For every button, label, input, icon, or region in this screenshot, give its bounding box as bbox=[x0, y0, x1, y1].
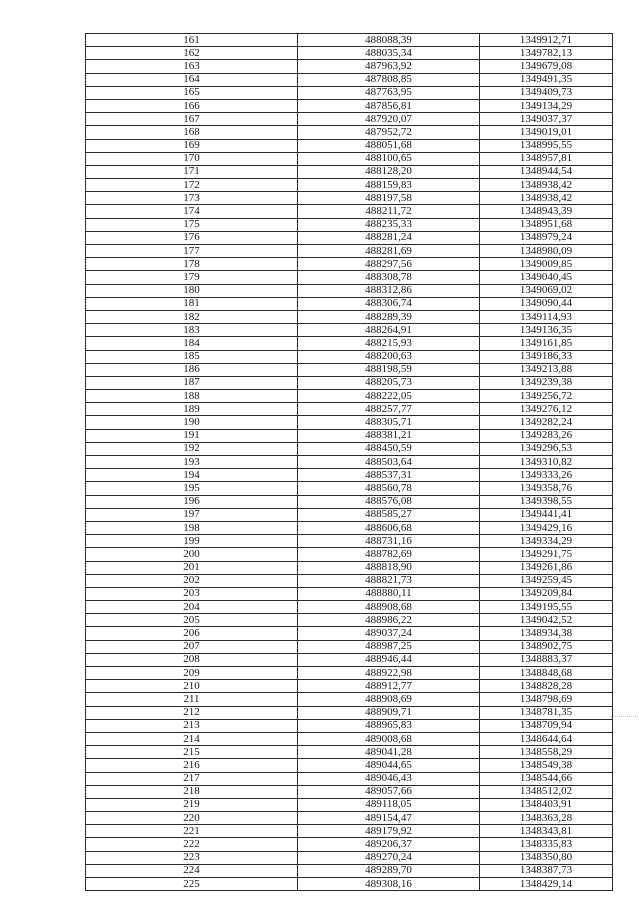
x-coordinate-cell: 488560,78 bbox=[298, 482, 480, 495]
table-row bbox=[86, 245, 613, 258]
table-row bbox=[86, 851, 613, 864]
x-coordinate-cell: 488264,91 bbox=[298, 324, 480, 337]
y-coordinate-cell: 1349186,33 bbox=[480, 350, 613, 363]
x-coordinate-cell: 488197,58 bbox=[298, 192, 480, 205]
y-coordinate-cell: 1349019,01 bbox=[480, 126, 613, 139]
point-number-cell: 167 bbox=[86, 113, 298, 126]
point-number-cell: 161 bbox=[86, 34, 298, 47]
table-row bbox=[86, 653, 613, 666]
y-coordinate-cell: 1348512,02 bbox=[480, 785, 613, 798]
table-row bbox=[86, 838, 613, 851]
y-coordinate-cell: 1349195,55 bbox=[480, 601, 613, 614]
y-coordinate-cell: 1349310,82 bbox=[480, 456, 613, 469]
table-row bbox=[86, 310, 613, 323]
point-number-cell: 165 bbox=[86, 86, 298, 99]
table-row bbox=[86, 521, 613, 534]
x-coordinate-cell: 488100,65 bbox=[298, 152, 480, 165]
table-row bbox=[86, 179, 613, 192]
x-coordinate-cell: 488606,68 bbox=[298, 521, 480, 534]
point-number-cell: 206 bbox=[86, 627, 298, 640]
x-coordinate-cell: 488731,16 bbox=[298, 535, 480, 548]
table-row bbox=[86, 574, 613, 587]
table-row bbox=[86, 719, 613, 732]
y-coordinate-cell: 1349333,26 bbox=[480, 469, 613, 482]
table-row bbox=[86, 350, 613, 363]
table-row bbox=[86, 271, 613, 284]
y-coordinate-cell: 1349429,16 bbox=[480, 521, 613, 534]
y-coordinate-cell: 1349040,45 bbox=[480, 271, 613, 284]
x-coordinate-cell: 488305,71 bbox=[298, 416, 480, 429]
table-row bbox=[86, 601, 613, 614]
x-coordinate-cell: 489308,16 bbox=[298, 878, 480, 891]
point-number-cell: 179 bbox=[86, 271, 298, 284]
x-coordinate-cell: 489206,37 bbox=[298, 838, 480, 851]
table-row bbox=[86, 798, 613, 811]
table-row bbox=[86, 680, 613, 693]
x-coordinate-cell: 488585,27 bbox=[298, 508, 480, 521]
y-coordinate-cell: 1349491,35 bbox=[480, 73, 613, 86]
point-number-cell: 168 bbox=[86, 126, 298, 139]
table-row bbox=[86, 363, 613, 376]
table-row bbox=[86, 258, 613, 271]
point-number-cell: 174 bbox=[86, 205, 298, 218]
point-number-cell: 203 bbox=[86, 587, 298, 600]
table-row bbox=[86, 785, 613, 798]
table-row bbox=[86, 548, 613, 561]
point-number-cell: 175 bbox=[86, 218, 298, 231]
point-number-cell: 180 bbox=[86, 284, 298, 297]
x-coordinate-cell: 488965,83 bbox=[298, 719, 480, 732]
scan-artifact-line bbox=[610, 716, 638, 718]
y-coordinate-cell: 1349114,93 bbox=[480, 310, 613, 323]
y-coordinate-cell: 1349358,76 bbox=[480, 482, 613, 495]
point-number-cell: 162 bbox=[86, 47, 298, 60]
y-coordinate-cell: 1348781,35 bbox=[480, 706, 613, 719]
table-row bbox=[86, 508, 613, 521]
table-row bbox=[86, 152, 613, 165]
y-coordinate-cell: 1348343,81 bbox=[480, 825, 613, 838]
y-coordinate-cell: 1349134,29 bbox=[480, 99, 613, 112]
coordinates-table-body bbox=[86, 34, 613, 891]
point-number-cell: 215 bbox=[86, 746, 298, 759]
point-number-cell: 170 bbox=[86, 152, 298, 165]
y-coordinate-cell: 1348902,75 bbox=[480, 640, 613, 653]
point-number-cell: 216 bbox=[86, 759, 298, 772]
y-coordinate-cell: 1349037,37 bbox=[480, 113, 613, 126]
x-coordinate-cell: 488312,86 bbox=[298, 284, 480, 297]
point-number-cell: 177 bbox=[86, 245, 298, 258]
point-number-cell: 187 bbox=[86, 376, 298, 389]
table-row bbox=[86, 192, 613, 205]
y-coordinate-cell: 1348957,81 bbox=[480, 152, 613, 165]
table-row bbox=[86, 218, 613, 231]
x-coordinate-cell: 488281,69 bbox=[298, 245, 480, 258]
point-number-cell: 193 bbox=[86, 456, 298, 469]
point-number-cell: 205 bbox=[86, 614, 298, 627]
point-number-cell: 200 bbox=[86, 548, 298, 561]
y-coordinate-cell: 1348363,28 bbox=[480, 812, 613, 825]
y-coordinate-cell: 1349261,86 bbox=[480, 561, 613, 574]
point-number-cell: 192 bbox=[86, 442, 298, 455]
y-coordinate-cell: 1348883,37 bbox=[480, 653, 613, 666]
point-number-cell: 164 bbox=[86, 73, 298, 86]
table-row bbox=[86, 456, 613, 469]
table-row bbox=[86, 390, 613, 403]
y-coordinate-cell: 1349276,12 bbox=[480, 403, 613, 416]
y-coordinate-cell: 1349042,52 bbox=[480, 614, 613, 627]
y-coordinate-cell: 1348549,38 bbox=[480, 759, 613, 772]
point-number-cell: 211 bbox=[86, 693, 298, 706]
x-coordinate-cell: 488235,33 bbox=[298, 218, 480, 231]
y-coordinate-cell: 1348335,83 bbox=[480, 838, 613, 851]
table-row bbox=[86, 772, 613, 785]
point-number-cell: 183 bbox=[86, 324, 298, 337]
x-coordinate-cell: 488450,59 bbox=[298, 442, 480, 455]
point-number-cell: 220 bbox=[86, 812, 298, 825]
x-coordinate-cell: 488987,25 bbox=[298, 640, 480, 653]
point-number-cell: 209 bbox=[86, 667, 298, 680]
x-coordinate-cell: 488222,05 bbox=[298, 390, 480, 403]
x-coordinate-cell: 488198,59 bbox=[298, 363, 480, 376]
x-coordinate-cell: 488880,11 bbox=[298, 587, 480, 600]
table-row bbox=[86, 812, 613, 825]
x-coordinate-cell: 489179,92 bbox=[298, 825, 480, 838]
x-coordinate-cell: 488503,64 bbox=[298, 456, 480, 469]
x-coordinate-cell: 487920,07 bbox=[298, 113, 480, 126]
y-coordinate-cell: 1348403,91 bbox=[480, 798, 613, 811]
point-number-cell: 197 bbox=[86, 508, 298, 521]
y-coordinate-cell: 1349239,38 bbox=[480, 376, 613, 389]
table-row bbox=[86, 34, 613, 47]
point-number-cell: 184 bbox=[86, 337, 298, 350]
y-coordinate-cell: 1348848,68 bbox=[480, 667, 613, 680]
x-coordinate-cell: 487856,81 bbox=[298, 99, 480, 112]
y-coordinate-cell: 1349296,53 bbox=[480, 442, 613, 455]
y-coordinate-cell: 1349409,73 bbox=[480, 86, 613, 99]
table-row bbox=[86, 86, 613, 99]
point-number-cell: 190 bbox=[86, 416, 298, 429]
y-coordinate-cell: 1349213,88 bbox=[480, 363, 613, 376]
point-number-cell: 208 bbox=[86, 653, 298, 666]
x-coordinate-cell: 488128,20 bbox=[298, 165, 480, 178]
table-row bbox=[86, 47, 613, 60]
table-row bbox=[86, 60, 613, 73]
x-coordinate-cell: 488381,21 bbox=[298, 429, 480, 442]
point-number-cell: 189 bbox=[86, 403, 298, 416]
x-coordinate-cell: 488200,63 bbox=[298, 350, 480, 363]
x-coordinate-cell: 488782,69 bbox=[298, 548, 480, 561]
y-coordinate-cell: 1348644,64 bbox=[480, 732, 613, 745]
y-coordinate-cell: 1349283,26 bbox=[480, 429, 613, 442]
point-number-cell: 212 bbox=[86, 706, 298, 719]
table-row bbox=[86, 139, 613, 152]
y-coordinate-cell: 1348350,80 bbox=[480, 851, 613, 864]
point-number-cell: 185 bbox=[86, 350, 298, 363]
table-row bbox=[86, 627, 613, 640]
point-number-cell: 213 bbox=[86, 719, 298, 732]
table-row bbox=[86, 297, 613, 310]
point-number-cell: 178 bbox=[86, 258, 298, 271]
x-coordinate-cell: 488257,77 bbox=[298, 403, 480, 416]
y-coordinate-cell: 1348544,66 bbox=[480, 772, 613, 785]
x-coordinate-cell: 489118,05 bbox=[298, 798, 480, 811]
point-number-cell: 182 bbox=[86, 310, 298, 323]
y-coordinate-cell: 1349679,08 bbox=[480, 60, 613, 73]
table-row bbox=[86, 442, 613, 455]
x-coordinate-cell: 488308,78 bbox=[298, 271, 480, 284]
table-row bbox=[86, 165, 613, 178]
table-row bbox=[86, 587, 613, 600]
point-number-cell: 207 bbox=[86, 640, 298, 653]
y-coordinate-cell: 1348709,94 bbox=[480, 719, 613, 732]
y-coordinate-cell: 1349441,41 bbox=[480, 508, 613, 521]
y-coordinate-cell: 1349256,72 bbox=[480, 390, 613, 403]
table-row bbox=[86, 376, 613, 389]
x-coordinate-cell: 488297,56 bbox=[298, 258, 480, 271]
table-row bbox=[86, 640, 613, 653]
table-row bbox=[86, 205, 613, 218]
table-row bbox=[86, 416, 613, 429]
y-coordinate-cell: 1348943,39 bbox=[480, 205, 613, 218]
x-coordinate-cell: 488821,73 bbox=[298, 574, 480, 587]
table-row bbox=[86, 469, 613, 482]
point-number-cell: 225 bbox=[86, 878, 298, 891]
x-coordinate-cell: 488946,44 bbox=[298, 653, 480, 666]
y-coordinate-cell: 1349282,24 bbox=[480, 416, 613, 429]
y-coordinate-cell: 1349209,84 bbox=[480, 587, 613, 600]
y-coordinate-cell: 1348429,14 bbox=[480, 878, 613, 891]
point-number-cell: 195 bbox=[86, 482, 298, 495]
table-row bbox=[86, 73, 613, 86]
point-number-cell: 173 bbox=[86, 192, 298, 205]
y-coordinate-cell: 1348828,28 bbox=[480, 680, 613, 693]
x-coordinate-cell: 488912,77 bbox=[298, 680, 480, 693]
table-row bbox=[86, 482, 613, 495]
x-coordinate-cell: 488922,98 bbox=[298, 667, 480, 680]
x-coordinate-cell: 489270,24 bbox=[298, 851, 480, 864]
table-row bbox=[86, 825, 613, 838]
table-row bbox=[86, 693, 613, 706]
point-number-cell: 176 bbox=[86, 231, 298, 244]
table-row bbox=[86, 706, 613, 719]
y-coordinate-cell: 1349912,71 bbox=[480, 34, 613, 47]
x-coordinate-cell: 487963,92 bbox=[298, 60, 480, 73]
table-row bbox=[86, 667, 613, 680]
x-coordinate-cell: 488088,39 bbox=[298, 34, 480, 47]
point-number-cell: 171 bbox=[86, 165, 298, 178]
point-number-cell: 194 bbox=[86, 469, 298, 482]
x-coordinate-cell: 489008,68 bbox=[298, 732, 480, 745]
y-coordinate-cell: 1349090,44 bbox=[480, 297, 613, 310]
table-row bbox=[86, 126, 613, 139]
x-coordinate-cell: 489046,43 bbox=[298, 772, 480, 785]
x-coordinate-cell: 488035,34 bbox=[298, 47, 480, 60]
point-number-cell: 217 bbox=[86, 772, 298, 785]
x-coordinate-cell: 488908,69 bbox=[298, 693, 480, 706]
y-coordinate-cell: 1349259,45 bbox=[480, 574, 613, 587]
y-coordinate-cell: 1348980,09 bbox=[480, 245, 613, 258]
y-coordinate-cell: 1349136,35 bbox=[480, 324, 613, 337]
point-number-cell: 210 bbox=[86, 680, 298, 693]
x-coordinate-cell: 488909,71 bbox=[298, 706, 480, 719]
point-number-cell: 196 bbox=[86, 495, 298, 508]
coordinates-table bbox=[85, 33, 613, 891]
x-coordinate-cell: 489289,70 bbox=[298, 864, 480, 877]
x-coordinate-cell: 488281,24 bbox=[298, 231, 480, 244]
table-row bbox=[86, 759, 613, 772]
x-coordinate-cell: 489037,24 bbox=[298, 627, 480, 640]
y-coordinate-cell: 1349782,13 bbox=[480, 47, 613, 60]
y-coordinate-cell: 1349291,75 bbox=[480, 548, 613, 561]
x-coordinate-cell: 488818,90 bbox=[298, 561, 480, 574]
x-coordinate-cell: 488289,39 bbox=[298, 310, 480, 323]
y-coordinate-cell: 1348558,29 bbox=[480, 746, 613, 759]
point-number-cell: 219 bbox=[86, 798, 298, 811]
x-coordinate-cell: 488537,31 bbox=[298, 469, 480, 482]
table-row bbox=[86, 878, 613, 891]
x-coordinate-cell: 488908,68 bbox=[298, 601, 480, 614]
y-coordinate-cell: 1348798,69 bbox=[480, 693, 613, 706]
table-row bbox=[86, 535, 613, 548]
x-coordinate-cell: 488215,93 bbox=[298, 337, 480, 350]
point-number-cell: 169 bbox=[86, 139, 298, 152]
x-coordinate-cell: 489154,47 bbox=[298, 812, 480, 825]
point-number-cell: 223 bbox=[86, 851, 298, 864]
x-coordinate-cell: 489041,28 bbox=[298, 746, 480, 759]
y-coordinate-cell: 1348951,68 bbox=[480, 218, 613, 231]
point-number-cell: 199 bbox=[86, 535, 298, 548]
table-row bbox=[86, 231, 613, 244]
y-coordinate-cell: 1348934,38 bbox=[480, 627, 613, 640]
x-coordinate-cell: 488159,83 bbox=[298, 179, 480, 192]
table-row bbox=[86, 732, 613, 745]
y-coordinate-cell: 1348995,55 bbox=[480, 139, 613, 152]
point-number-cell: 224 bbox=[86, 864, 298, 877]
point-number-cell: 222 bbox=[86, 838, 298, 851]
table-row bbox=[86, 403, 613, 416]
table-row bbox=[86, 614, 613, 627]
point-number-cell: 163 bbox=[86, 60, 298, 73]
table-row bbox=[86, 324, 613, 337]
y-coordinate-cell: 1348938,42 bbox=[480, 179, 613, 192]
table-row bbox=[86, 864, 613, 877]
table-row bbox=[86, 99, 613, 112]
x-coordinate-cell: 488986,22 bbox=[298, 614, 480, 627]
point-number-cell: 188 bbox=[86, 390, 298, 403]
point-number-cell: 214 bbox=[86, 732, 298, 745]
x-coordinate-cell: 487763,95 bbox=[298, 86, 480, 99]
point-number-cell: 181 bbox=[86, 297, 298, 310]
point-number-cell: 201 bbox=[86, 561, 298, 574]
x-coordinate-cell: 489057,66 bbox=[298, 785, 480, 798]
point-number-cell: 198 bbox=[86, 521, 298, 534]
table-row bbox=[86, 495, 613, 508]
point-number-cell: 218 bbox=[86, 785, 298, 798]
point-number-cell: 191 bbox=[86, 429, 298, 442]
point-number-cell: 204 bbox=[86, 601, 298, 614]
y-coordinate-cell: 1348938,42 bbox=[480, 192, 613, 205]
y-coordinate-cell: 1349398,55 bbox=[480, 495, 613, 508]
y-coordinate-cell: 1349161,85 bbox=[480, 337, 613, 350]
x-coordinate-cell: 487808,85 bbox=[298, 73, 480, 86]
x-coordinate-cell: 488051,68 bbox=[298, 139, 480, 152]
table-row bbox=[86, 113, 613, 126]
point-number-cell: 221 bbox=[86, 825, 298, 838]
y-coordinate-cell: 1348979,24 bbox=[480, 231, 613, 244]
table-row bbox=[86, 561, 613, 574]
table-row bbox=[86, 284, 613, 297]
point-number-cell: 202 bbox=[86, 574, 298, 587]
table-row bbox=[86, 337, 613, 350]
point-number-cell: 186 bbox=[86, 363, 298, 376]
x-coordinate-cell: 488211,72 bbox=[298, 205, 480, 218]
y-coordinate-cell: 1348944,54 bbox=[480, 165, 613, 178]
x-coordinate-cell: 488306,74 bbox=[298, 297, 480, 310]
x-coordinate-cell: 489044,65 bbox=[298, 759, 480, 772]
point-number-cell: 166 bbox=[86, 99, 298, 112]
table-row bbox=[86, 746, 613, 759]
point-number-cell: 172 bbox=[86, 179, 298, 192]
y-coordinate-cell: 1349009,85 bbox=[480, 258, 613, 271]
y-coordinate-cell: 1349334,29 bbox=[480, 535, 613, 548]
x-coordinate-cell: 488576,08 bbox=[298, 495, 480, 508]
y-coordinate-cell: 1348387,73 bbox=[480, 864, 613, 877]
y-coordinate-cell: 1349069,02 bbox=[480, 284, 613, 297]
x-coordinate-cell: 487952,72 bbox=[298, 126, 480, 139]
table-row bbox=[86, 429, 613, 442]
x-coordinate-cell: 488205,73 bbox=[298, 376, 480, 389]
